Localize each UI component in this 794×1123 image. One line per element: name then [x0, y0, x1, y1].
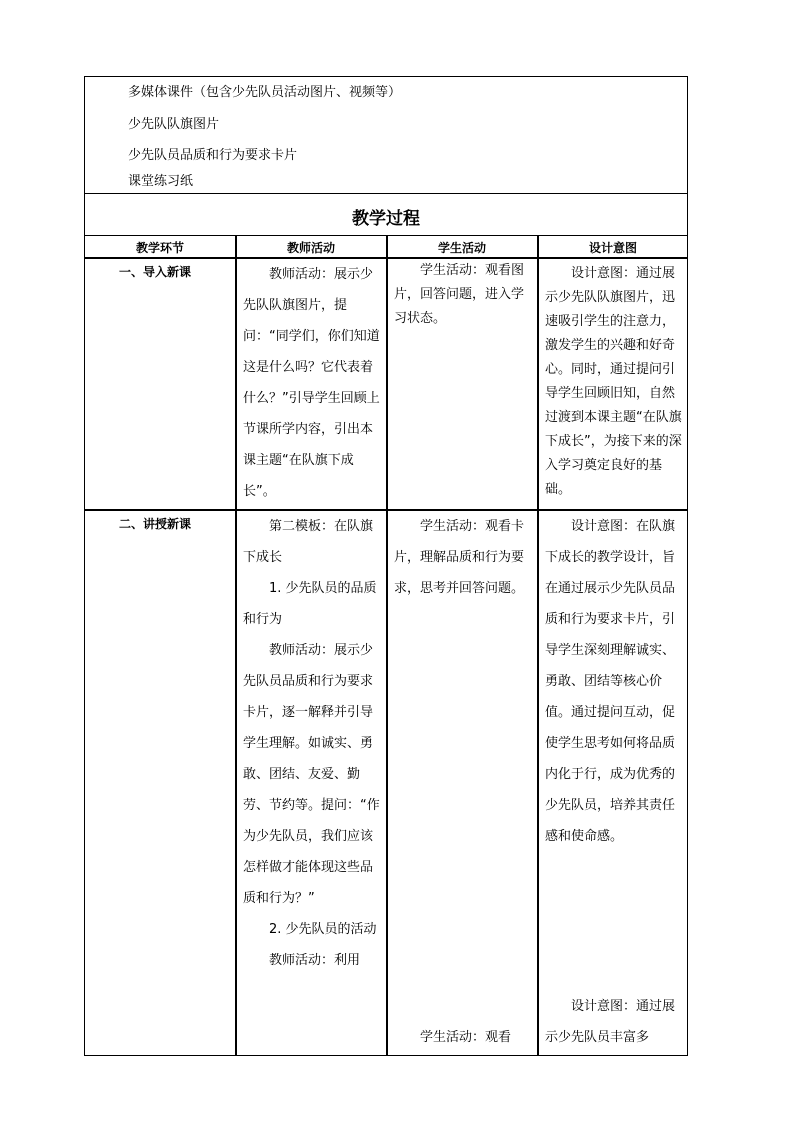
- teacher-paragraph: 2. 少先队员的活动: [269, 922, 377, 937]
- stage-label: 二、讲授新课: [119, 517, 192, 531]
- design-intent-continued: 设计意图：通过展示少先队员丰富多: [545, 999, 676, 1045]
- student-activity-continued: 学生活动：观看: [420, 1030, 512, 1045]
- stage-label: 一、导入新课: [119, 265, 192, 279]
- materials-box: [84, 76, 688, 194]
- teacher-paragraph: 教师活动：展示少先队队旗图片，提问：“同学们，你们知道这是什么吗？它代表着什么？”引导学生回顾上节课所学内容，引出本课主题“在队旗下成长”。: [243, 267, 380, 499]
- column-divider: [386, 236, 388, 1055]
- material-item: 少先队队旗图片: [128, 117, 220, 132]
- teacher-paragraph: 教师活动：利用: [269, 953, 361, 968]
- design-intent: 设计意图：在队旗下成长的教学设计，旨在通过展示少先队员品质和行为要求卡片，引导学生深刻理解诚实、勇敢、团结等核心价值。通过提问互动，促使学生思考如何将品质内化于行，成为优秀的少先队员，培养其责任感和使命感。: [545, 519, 676, 844]
- header-stage: 教学环节: [135, 241, 184, 255]
- student-activity: 学生活动：观看图片，回答问题，进入学习状态。: [394, 263, 525, 326]
- teacher-paragraph: 1. 少先队员的品质和行为: [243, 581, 377, 627]
- student-activity: 学生活动：观看卡片，理解品质和行为要求，思考并回答问题。: [394, 519, 525, 596]
- column-divider: [537, 236, 539, 1055]
- teacher-activity: [243, 259, 385, 507]
- design-intent: 设计意图：通过展示少先队队旗图片，迅速吸引学生的注意力，激发学生的兴趣和好奇心。同时，通过提问引导学生回顾旧知，自然过渡到本课主题“在队旗下成长”，为接下来的深入学习奠定良好的基础。: [545, 266, 682, 497]
- header-student: 学生活动: [437, 241, 486, 255]
- section-title: 教学过程: [352, 209, 420, 229]
- material-item: 多媒体课件（包含少先队员活动图片、视频等）: [128, 85, 402, 100]
- row-divider: [85, 257, 687, 259]
- header-intent: 设计意图: [588, 241, 637, 255]
- section-header: [84, 193, 688, 236]
- header-teacher: 教师活动: [286, 241, 335, 255]
- teacher-paragraph: 教师活动：展示少先队员品质和行为要求卡片，逐一解释并引导学生理解。如诚实、勇敢、团结、友爱、勤劳、节约等。提问：“作为少先队员，我们应该怎样做才能体现这些品质和行为？”: [243, 643, 380, 906]
- teacher-activity: [243, 511, 385, 976]
- lesson-plan-page: [84, 76, 688, 1056]
- material-item: 少先队员品质和行为要求卡片: [128, 148, 298, 163]
- teacher-paragraph: 第二模板：在队旗下成长: [243, 519, 374, 565]
- column-divider: [235, 236, 237, 1055]
- material-item: 课堂练习纸: [128, 174, 194, 189]
- process-table: [84, 235, 688, 1056]
